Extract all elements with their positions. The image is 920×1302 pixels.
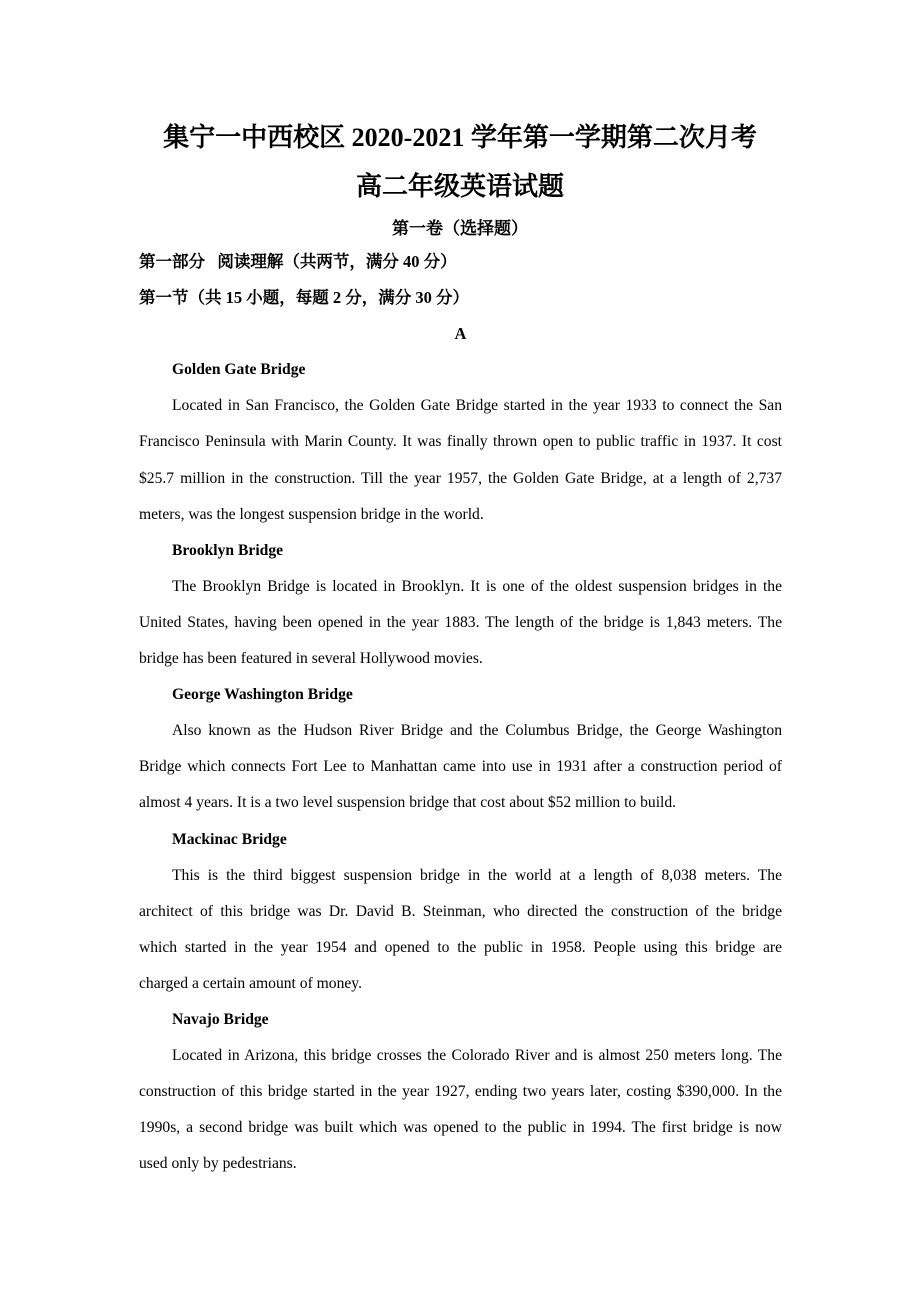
paragraph-line: bridge has been featured in several Hollywood movies. [139, 650, 483, 668]
passage-section [139, 1002, 782, 1182]
paragraph-line: United States, having been opened in the year 1883. The length of the bridge is 1,843 meters. The [139, 613, 782, 631]
document-body [139, 244, 782, 1182]
paragraph-line: charged a certain amount of money. [139, 974, 362, 992]
paragraph-line: Also known as the Hudson River Bridge and the Columbus Bridge, the George Washington [172, 722, 782, 740]
exam-title: 集宁一中西校区 2020-2021 学年第一学期第二次月考 [163, 123, 757, 152]
paragraph-line: 1990s, a second bridge was built which was opened to the public in 1994. The first bridge is now [139, 1119, 782, 1137]
passage-section [139, 822, 782, 1002]
passage-label: A [454, 324, 467, 344]
bridge-heading: Mackinac Bridge [172, 830, 287, 848]
paragraph-line: Located in Arizona, this bridge crosses the Colorado River and is almost 250 meters long. The [172, 1047, 782, 1065]
paragraph-line: meters, was the longest suspension bridge in the world. [139, 505, 484, 523]
passage-section [139, 352, 782, 532]
volume-heading: 第一卷（选择题） [392, 219, 528, 238]
paragraph-line: $25.7 million in the construction. Till the year 1957, the Golden Gate Bridge, at a length of 2,737 [139, 469, 782, 487]
paragraph-line: Bridge which connects Fort Lee to Manhattan came into use in 1931 after a construction period of [139, 758, 782, 776]
paragraph-line: almost 4 years. It is a two level suspension bridge that cost about $52 million to build. [139, 794, 677, 812]
section-heading: 第一节（共 15 小题，每题 2 分，满分 30 分） [139, 288, 469, 308]
passage-section [139, 533, 782, 677]
paragraph-line: This is the third biggest suspension bridge in the world at a length of 8,038 meters. The [172, 866, 782, 884]
passages [139, 352, 782, 1182]
paragraph-line: Located in San Francisco, the Golden Gate Bridge started in the year 1933 to connect the San [172, 397, 782, 415]
bridge-heading: Navajo Bridge [172, 1010, 269, 1028]
passage-section [139, 677, 782, 821]
exam-subtitle: 高二年级英语试题 [355, 172, 564, 201]
paragraph-line: used only by pedestrians. [139, 1155, 297, 1173]
paragraph-line: Francisco Peninsula with Marin County. It was finally thrown open to public traffic in 1937. It cost [139, 433, 782, 451]
paragraph-line: which started in the year 1954 and opened to the public in 1958. People using this bridge are [139, 938, 782, 956]
paragraph-line: architect of this bridge was Dr. David B. Steinman, who directed the construction of the bridge [139, 902, 782, 920]
bridge-heading: Brooklyn Bridge [172, 541, 284, 559]
paragraph-line: The Brooklyn Bridge is located in Brooklyn. It is one of the oldest suspension bridges in the [172, 577, 782, 595]
bridge-heading: George Washington Bridge [172, 686, 353, 704]
part-heading: 第一部分 阅读理解（共两节，满分 40 分） [139, 252, 457, 271]
paragraph-line: construction of this bridge started in the year 1927, ending two years later, costing $390,000. In the [139, 1083, 782, 1101]
bridge-heading: Golden Gate Bridge [172, 361, 306, 379]
